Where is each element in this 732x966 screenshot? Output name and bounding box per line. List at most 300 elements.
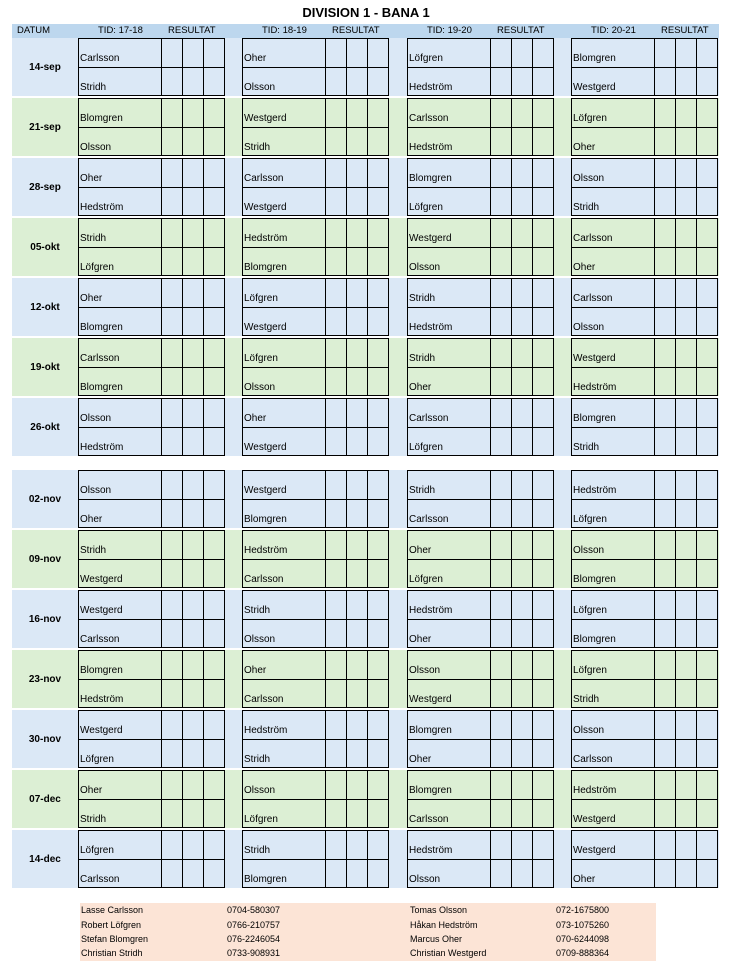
schedule-row xyxy=(12,470,719,528)
player-name: Stridh xyxy=(244,605,271,616)
result-divider xyxy=(161,591,162,647)
result-divider xyxy=(161,711,162,767)
result-divider xyxy=(367,99,368,155)
match-slot xyxy=(242,710,389,768)
schedule-row xyxy=(12,218,719,276)
result-divider xyxy=(511,771,512,827)
match-slot xyxy=(242,38,389,96)
player-name: Löfgren xyxy=(409,574,443,585)
header-tid-2: TID: 18-19 xyxy=(262,25,307,36)
player-name: Oher xyxy=(409,545,432,556)
result-divider xyxy=(696,711,697,767)
result-divider xyxy=(161,339,162,395)
result-divider xyxy=(654,39,655,95)
result-divider xyxy=(203,831,204,887)
player-name: Hedström xyxy=(573,382,617,393)
row-date: 28-sep xyxy=(29,181,61,193)
result-divider xyxy=(346,279,347,335)
result-divider xyxy=(367,831,368,887)
player-name: Carlsson xyxy=(244,574,284,585)
match-slot xyxy=(242,398,389,456)
player-name: Hedström xyxy=(409,322,453,333)
result-divider xyxy=(696,591,697,647)
player-name: Blomgren xyxy=(80,322,123,333)
player-name: Olsson xyxy=(80,413,112,424)
player-name: Westgerd xyxy=(244,322,287,333)
player-name: Stridh xyxy=(409,485,436,496)
player-name: Olsson xyxy=(244,382,276,393)
header-resultat-1: RESULTAT xyxy=(168,25,216,36)
result-divider xyxy=(532,651,533,707)
result-divider xyxy=(182,279,183,335)
player-name: Oher xyxy=(80,293,103,304)
result-divider xyxy=(532,471,533,527)
player-name: Oher xyxy=(573,262,596,273)
result-divider xyxy=(182,651,183,707)
result-divider xyxy=(161,39,162,95)
player-name: Hedström xyxy=(244,725,288,736)
player-name: Stridh xyxy=(244,754,271,765)
result-divider xyxy=(367,339,368,395)
row-date: 16-nov xyxy=(28,613,62,625)
player-name: Stridh xyxy=(244,845,271,856)
result-divider xyxy=(675,159,676,215)
result-divider xyxy=(654,591,655,647)
result-divider xyxy=(161,531,162,587)
player-name: Westgerd xyxy=(573,82,616,93)
player-name: Carlsson xyxy=(244,694,284,705)
result-divider xyxy=(532,39,533,95)
result-divider xyxy=(490,771,491,827)
player-name: Olsson xyxy=(244,634,276,645)
player-name: Hedström xyxy=(573,785,617,796)
player-name: Westgerd xyxy=(409,233,452,244)
player-name: Blomgren xyxy=(80,665,123,676)
player-name: Stridh xyxy=(409,293,436,304)
player-name: Stridh xyxy=(409,353,436,364)
player-name: Olsson xyxy=(244,82,276,93)
header-resultat-3: RESULTAT xyxy=(497,25,545,36)
result-divider xyxy=(346,159,347,215)
match-slot xyxy=(407,338,554,396)
result-divider xyxy=(696,219,697,275)
result-divider xyxy=(182,219,183,275)
match-slot xyxy=(242,650,389,708)
player-name: Carlsson xyxy=(244,173,284,184)
result-divider xyxy=(203,711,204,767)
player-name: Westgerd xyxy=(80,574,123,585)
result-divider xyxy=(203,39,204,95)
result-divider xyxy=(511,831,512,887)
result-divider xyxy=(367,39,368,95)
contact-name: Robert Löfgren xyxy=(81,920,142,930)
header-datum: DATUM xyxy=(17,25,51,36)
result-divider xyxy=(182,399,183,455)
result-divider xyxy=(346,219,347,275)
player-name: Stridh xyxy=(573,694,600,705)
result-divider xyxy=(654,531,655,587)
result-divider xyxy=(654,831,655,887)
result-divider xyxy=(696,651,697,707)
contact-name: Christian Westgerd xyxy=(410,948,487,958)
row-date: 19-okt xyxy=(30,361,60,373)
match-slot xyxy=(571,530,718,588)
player-name: Olsson xyxy=(80,485,112,496)
player-name: Löfgren xyxy=(80,845,114,856)
player-name: Olsson xyxy=(409,262,441,273)
row-date: 14-sep xyxy=(29,61,61,73)
result-divider xyxy=(532,159,533,215)
match-slot xyxy=(78,38,225,96)
result-divider xyxy=(490,531,491,587)
match-slot xyxy=(407,470,554,528)
match-slot xyxy=(242,278,389,336)
player-name: Westgerd xyxy=(244,485,287,496)
result-divider xyxy=(532,339,533,395)
schedule-row xyxy=(12,830,719,888)
player-name: Olsson xyxy=(244,785,276,796)
result-divider xyxy=(325,651,326,707)
contact-phone: 072-1675800 xyxy=(556,905,610,915)
contact-phone: 0704-580307 xyxy=(227,905,281,915)
match-slot xyxy=(407,278,554,336)
result-divider xyxy=(511,531,512,587)
header-resultat-2: RESULTAT xyxy=(332,25,380,36)
result-divider xyxy=(161,219,162,275)
match-slot xyxy=(242,470,389,528)
result-divider xyxy=(511,711,512,767)
player-name: Blomgren xyxy=(80,382,123,393)
result-divider xyxy=(511,159,512,215)
player-name: Carlsson xyxy=(80,53,120,64)
result-divider xyxy=(203,159,204,215)
contact-name: Marcus Oher xyxy=(410,934,463,944)
match-slot xyxy=(571,158,718,216)
schedule-row xyxy=(12,158,719,216)
match-slot xyxy=(78,650,225,708)
player-name: Blomgren xyxy=(244,874,287,885)
result-divider xyxy=(511,399,512,455)
match-slot xyxy=(571,398,718,456)
player-name: Olsson xyxy=(80,142,112,153)
result-divider xyxy=(675,399,676,455)
contact-phone: 0733-908931 xyxy=(227,948,281,958)
match-slot xyxy=(571,38,718,96)
result-divider xyxy=(532,711,533,767)
player-name: Westgerd xyxy=(573,845,616,856)
match-slot xyxy=(571,278,718,336)
player-name: Westgerd xyxy=(80,725,123,736)
contact-phone: 0766-210757 xyxy=(227,920,281,930)
result-divider xyxy=(490,99,491,155)
result-divider xyxy=(490,471,491,527)
match-slot xyxy=(571,590,718,648)
player-name: Olsson xyxy=(409,874,441,885)
result-divider xyxy=(675,831,676,887)
player-name: Stridh xyxy=(80,814,107,825)
result-divider xyxy=(654,339,655,395)
match-slot xyxy=(78,338,225,396)
match-slot xyxy=(242,830,389,888)
result-divider xyxy=(325,771,326,827)
result-divider xyxy=(675,651,676,707)
player-name: Löfgren xyxy=(80,754,114,765)
player-name: Westgerd xyxy=(573,353,616,364)
player-name: Olsson xyxy=(573,322,605,333)
result-divider xyxy=(182,39,183,95)
result-divider xyxy=(675,711,676,767)
result-divider xyxy=(532,99,533,155)
row-date: 26-okt xyxy=(30,421,60,433)
result-divider xyxy=(532,279,533,335)
player-name: Oher xyxy=(573,874,596,885)
result-divider xyxy=(696,339,697,395)
match-slot xyxy=(407,38,554,96)
match-slot xyxy=(78,470,225,528)
player-name: Carlsson xyxy=(409,514,449,525)
schedule-row xyxy=(12,398,719,456)
result-divider xyxy=(203,771,204,827)
result-divider xyxy=(367,159,368,215)
result-divider xyxy=(675,39,676,95)
player-name: Olsson xyxy=(573,173,605,184)
result-divider xyxy=(182,159,183,215)
player-name: Stridh xyxy=(573,202,600,213)
row-date: 21-sep xyxy=(29,121,61,133)
page-title: DIVISION 1 - BANA 1 xyxy=(302,5,430,20)
row-date: 30-nov xyxy=(28,733,62,745)
result-divider xyxy=(532,831,533,887)
result-divider xyxy=(696,831,697,887)
player-name: Oher xyxy=(409,754,432,765)
result-divider xyxy=(346,651,347,707)
result-divider xyxy=(511,471,512,527)
match-slot xyxy=(571,830,718,888)
player-name: Hedström xyxy=(244,545,288,556)
match-slot xyxy=(407,650,554,708)
result-divider xyxy=(367,471,368,527)
result-divider xyxy=(346,771,347,827)
player-name: Blomgren xyxy=(573,53,616,64)
player-name: Stridh xyxy=(80,233,107,244)
result-divider xyxy=(367,711,368,767)
player-name: Löfgren xyxy=(573,514,607,525)
result-divider xyxy=(367,399,368,455)
header-resultat-4: RESULTAT xyxy=(661,25,709,36)
result-divider xyxy=(367,591,368,647)
result-divider xyxy=(654,279,655,335)
match-slot xyxy=(78,278,225,336)
row-date: 14-dec xyxy=(29,853,61,865)
player-name: Löfgren xyxy=(80,262,114,273)
result-divider xyxy=(325,39,326,95)
player-name: Blomgren xyxy=(244,514,287,525)
result-divider xyxy=(325,831,326,887)
match-slot xyxy=(407,158,554,216)
match-slot xyxy=(571,338,718,396)
schedule-row xyxy=(12,338,719,396)
result-divider xyxy=(346,399,347,455)
match-slot xyxy=(242,590,389,648)
match-slot xyxy=(242,218,389,276)
result-divider xyxy=(511,339,512,395)
contact-list xyxy=(80,903,656,961)
player-name: Westgerd xyxy=(244,202,287,213)
result-divider xyxy=(511,219,512,275)
player-name: Westgerd xyxy=(244,113,287,124)
player-name: Hedström xyxy=(409,82,453,93)
contact-name: Lasse Carlsson xyxy=(81,905,144,915)
result-divider xyxy=(203,531,204,587)
result-divider xyxy=(675,99,676,155)
player-name: Oher xyxy=(80,514,103,525)
match-slot xyxy=(407,590,554,648)
player-name: Oher xyxy=(80,173,103,184)
player-name: Olsson xyxy=(573,725,605,736)
result-divider xyxy=(161,471,162,527)
result-divider xyxy=(532,399,533,455)
player-name: Oher xyxy=(409,382,432,393)
result-divider xyxy=(490,711,491,767)
row-date: 05-okt xyxy=(30,241,60,253)
header-tid-3: TID: 19-20 xyxy=(427,25,472,36)
result-divider xyxy=(696,279,697,335)
player-name: Stridh xyxy=(573,442,600,453)
player-name: Westgerd xyxy=(80,605,123,616)
match-slot xyxy=(407,530,554,588)
result-divider xyxy=(675,219,676,275)
result-divider xyxy=(325,219,326,275)
result-divider xyxy=(182,471,183,527)
player-name: Löfgren xyxy=(573,665,607,676)
match-slot xyxy=(571,650,718,708)
match-slot xyxy=(78,830,225,888)
match-slot xyxy=(78,590,225,648)
result-divider xyxy=(490,591,491,647)
player-name: Stridh xyxy=(244,142,271,153)
match-slot xyxy=(78,98,225,156)
result-divider xyxy=(696,39,697,95)
column-header-bar xyxy=(12,24,719,38)
player-name: Westgerd xyxy=(573,814,616,825)
player-name: Oher xyxy=(409,634,432,645)
match-slot xyxy=(571,770,718,828)
row-date: 02-nov xyxy=(28,493,62,505)
player-name: Stridh xyxy=(80,82,107,93)
result-divider xyxy=(696,531,697,587)
player-name: Carlsson xyxy=(80,634,120,645)
player-name: Löfgren xyxy=(409,202,443,213)
match-slot xyxy=(78,218,225,276)
result-divider xyxy=(325,471,326,527)
result-divider xyxy=(675,339,676,395)
result-divider xyxy=(696,771,697,827)
result-divider xyxy=(203,471,204,527)
result-divider xyxy=(675,771,676,827)
player-name: Carlsson xyxy=(573,754,613,765)
player-name: Löfgren xyxy=(244,293,278,304)
player-name: Carlsson xyxy=(573,233,613,244)
contact-name: Christian Stridh xyxy=(81,948,143,958)
result-divider xyxy=(325,279,326,335)
player-name: Blomgren xyxy=(573,413,616,424)
schedule-row xyxy=(12,710,719,768)
result-divider xyxy=(161,771,162,827)
result-divider xyxy=(696,471,697,527)
player-name: Olsson xyxy=(573,545,605,556)
result-divider xyxy=(532,591,533,647)
player-name: Carlsson xyxy=(80,874,120,885)
match-slot xyxy=(571,218,718,276)
match-slot xyxy=(242,158,389,216)
result-divider xyxy=(182,339,183,395)
result-divider xyxy=(182,591,183,647)
result-divider xyxy=(203,399,204,455)
result-divider xyxy=(203,99,204,155)
result-divider xyxy=(490,339,491,395)
player-name: Carlsson xyxy=(573,293,613,304)
result-divider xyxy=(367,219,368,275)
row-date: 23-nov xyxy=(28,673,62,685)
result-divider xyxy=(182,531,183,587)
player-name: Löfgren xyxy=(573,605,607,616)
schedule-row xyxy=(12,770,719,828)
result-divider xyxy=(346,831,347,887)
result-divider xyxy=(490,219,491,275)
match-slot xyxy=(242,530,389,588)
player-name: Oher xyxy=(244,665,267,676)
result-divider xyxy=(203,339,204,395)
schedule-row xyxy=(12,278,719,336)
result-divider xyxy=(654,771,655,827)
result-divider xyxy=(675,531,676,587)
player-name: Carlsson xyxy=(409,814,449,825)
player-name: Stridh xyxy=(80,545,107,556)
result-divider xyxy=(346,99,347,155)
result-divider xyxy=(161,159,162,215)
result-divider xyxy=(511,279,512,335)
result-divider xyxy=(490,399,491,455)
contact-phone: 073-1075260 xyxy=(556,920,610,930)
result-divider xyxy=(161,831,162,887)
match-slot xyxy=(78,158,225,216)
match-slot xyxy=(407,218,554,276)
result-divider xyxy=(161,279,162,335)
result-divider xyxy=(367,771,368,827)
player-name: Carlsson xyxy=(409,113,449,124)
match-slot xyxy=(571,98,718,156)
result-divider xyxy=(490,279,491,335)
result-divider xyxy=(654,711,655,767)
player-name: Carlsson xyxy=(409,413,449,424)
match-slot xyxy=(407,98,554,156)
match-slot xyxy=(407,710,554,768)
player-name: Blomgren xyxy=(573,634,616,645)
result-divider xyxy=(325,591,326,647)
result-divider xyxy=(346,339,347,395)
result-divider xyxy=(325,99,326,155)
result-divider xyxy=(161,99,162,155)
player-name: Blomgren xyxy=(409,173,452,184)
player-name: Blomgren xyxy=(80,113,123,124)
player-name: Westgerd xyxy=(409,694,452,705)
contact-name: Håkan Hedström xyxy=(410,920,478,930)
result-divider xyxy=(161,399,162,455)
result-divider xyxy=(511,651,512,707)
result-divider xyxy=(490,831,491,887)
player-name: Blomgren xyxy=(244,262,287,273)
player-name: Löfgren xyxy=(409,442,443,453)
